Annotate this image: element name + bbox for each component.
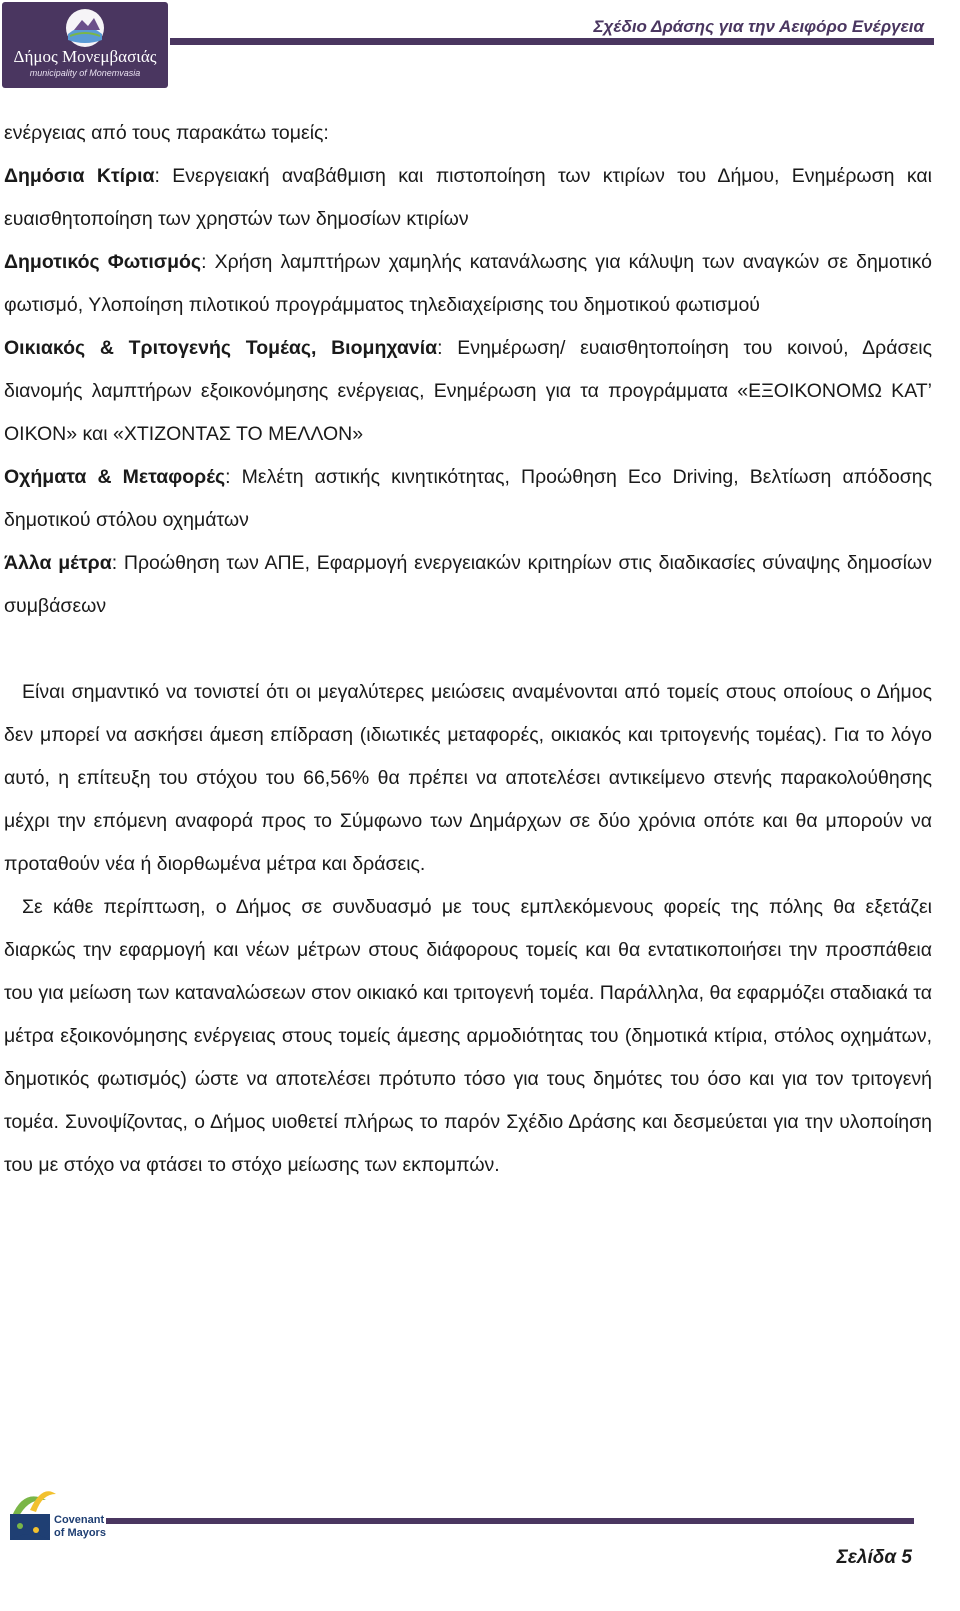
footer-divider — [106, 1518, 914, 1524]
sector-text: : Ενημέρωση/ ευαισθητοποίηση του κοινού, Δράσεις διανομής λαμπτήρων εξοικονόμησης ενέργειας, Ενημέρωση για τα προγράμματα «ΕΞΟΙΚΟΝΟΜΩ ΚΑΤ’ ΟΙΚΟΝ» και «ΧΤΙΖΟΝΤΑΣ ΤΟ ΜΕΛΛΟΝ» — [4, 337, 932, 445]
sector-residential-tertiary — [4, 327, 932, 456]
sector-text: : Μελέτη αστικής κινητικότητας, Προώθηση Eco Driving, Βελτίωση απόδοσης δημοτικού στόλου οχημάτων — [4, 466, 932, 531]
document-title: Σχέδιο Δράσης για την Αειφόρο Ενέργεια — [593, 17, 924, 36]
municipality-emblem-icon — [60, 6, 110, 50]
document-body — [4, 112, 932, 1187]
sector-label: Άλλα μέτρα — [4, 552, 112, 574]
com-line-2: of Mayors — [54, 1527, 106, 1539]
header-divider — [170, 38, 934, 45]
sector-text: : Χρήση λαμπτήρων χαμηλής κατανάλωσης για κάλυψη των αναγκών σε δημοτικό φωτισμό, Υλοποίηση πιλοτικού προγράμματος τηλεδιαχείρισης του δημοτικού φωτισμού — [4, 251, 932, 316]
municipality-logo — [2, 2, 168, 88]
sector-label: Δημοτικός Φωτισμός — [4, 251, 202, 273]
sector-public-buildings — [4, 155, 932, 241]
sector-text: : Προώθηση των ΑΠΕ, Εφαρμογή ενεργειακών κριτηρίων στις διαδικασίες σύναψης δημοσίων συμβάσεων — [4, 552, 932, 617]
intro-line: ενέργειας από τους παρακάτω τομείς: — [4, 122, 329, 144]
sector-other-measures — [4, 542, 932, 628]
paragraph-conclusion: Σε κάθε περίπτωση, ο Δήμος σε συνδυασμό με τους εμπλεκόμενους φορείς της πόλης θα εξετάζει διαρκώς την εφαρμογή και νέων μέτρων στους διάφορους τομείς και θα εντατικοποιήσει την προσπάθεια του για μείωση των καταναλώσεων στον οικιακό και τριτογενή τομέα. Παράλληλα, θα εφαρμόζει σταδιακά τα μέτρα εξοικονόμησης ενέργειας στους τομείς άμεσης αρμοδιότητας του (δημοτικά κτίρια, στόλος οχημάτων, δημοτικός φωτισμός) ώστε να αποτελέσει πρότυπο τόσο για τους δημότες του όσο και για τον τριτογενή τομέα. Συνοψίζοντας, ο Δήμος υιοθετεί πλήρως το παρόν Σχέδιο Δράσης και δεσμεύεται για την υλοποίηση του με στόχο να φτάσει το στόχο μείωσης των εκπομπών. — [4, 896, 932, 1176]
sector-label: Οικιακός & Τριτογενής Τομέας, Βιομηχανία — [4, 337, 438, 359]
sector-label: Δημόσια Κτίρια — [4, 165, 155, 187]
logo-title: Δήμος Μονεμβασιάς — [13, 47, 157, 66]
paragraph-reductions: Είναι σημαντικό να τονιστεί ότι οι μεγαλύτερες μειώσεις αναμένονται από τομείς στους οποίους ο Δήμος δεν μπορεί να ασκήσει άμεση επίδραση (ιδιωτικές μεταφορές, οικιακός και τριτογενής τομέας). Για το λόγο αυτό, η επίτευξη του στόχου του 66,56% θα πρέπει να αποτελέσει αντικείμενο στενής παρακολούθησης μέχρι την επόμενη αναφορά προς το Σύμφωνο των Δημάρχων σε δύο χρόνια οπότε και θα μπορούν να προταθούν νέα ή διορθωμένα μέτρα και δράσεις. — [4, 681, 932, 875]
sector-label: Οχήματα & Μεταφορές — [4, 466, 226, 488]
sector-vehicles-transport — [4, 456, 932, 542]
page-number: Σελίδα 5 — [836, 1547, 912, 1568]
page-footer — [0, 1470, 960, 1611]
sector-text: : Ενεργειακή αναβάθμιση και πιστοποίηση των κτιρίων του Δήμου, Ενημέρωση και ευαισθητοποίηση των χρηστών των δημοσίων κτιρίων — [4, 165, 932, 230]
paragraph-gap — [4, 628, 932, 671]
com-line-1: Covenant — [54, 1514, 105, 1526]
sector-municipal-lighting — [4, 241, 932, 327]
logo-subtitle: municipality of Monemvasia — [29, 68, 141, 78]
page-header — [0, 0, 960, 100]
covenant-of-mayors-text — [54, 1514, 106, 1540]
